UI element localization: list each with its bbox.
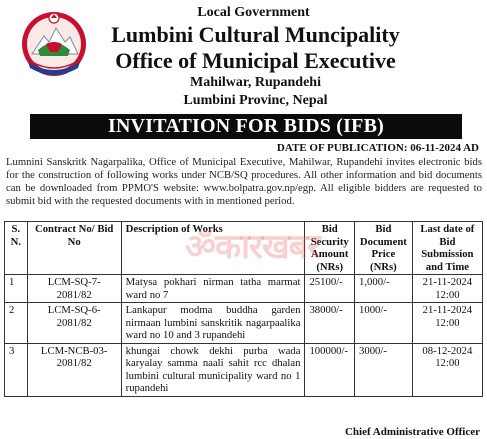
cell-security: 25100/- [305, 275, 355, 303]
cell-date: 08-12-2024 [422, 344, 473, 357]
table-header-row [5, 222, 483, 275]
cell-sn: 1 [5, 275, 28, 303]
cell-description: Lankapur modma buddha garden nirmaan lumbini sanskritik nagarpaalika ward no 10 and 3 rupandehi [121, 303, 305, 344]
cell-security: 38000/- [305, 303, 355, 344]
col-header-security: Bid Security Amount (NRs) [305, 222, 355, 275]
header-province: Lumbini Provinc, Nepal [183, 93, 328, 108]
cell-sn: 3 [5, 343, 28, 396]
header-office-name: Office of Municipal Executive [115, 48, 396, 73]
cell-price: 3000/- [355, 343, 413, 396]
cell-description: Matysa pokhari nirman tatha marmat ward no 7 [121, 275, 305, 303]
cell-date: 21-11-2024 [422, 304, 473, 316]
bids-table [4, 221, 483, 397]
news-watermark: ॐकारखबर [185, 227, 320, 267]
cell-last-date [412, 275, 482, 303]
col-header-contract: Contract No/ Bid No [27, 222, 121, 275]
cell-security: 100000/- [305, 343, 355, 396]
table-row [5, 303, 483, 344]
col-header-price: Bid Document Price (NRs) [355, 222, 413, 275]
signature-title: Chief Administrative Officer [344, 426, 480, 438]
cell-price: 1000/- [355, 303, 413, 344]
publication-date: DATE OF PUBLICATION: 06-11-2024 AD [276, 142, 479, 154]
cell-sn: 2 [5, 303, 28, 344]
intro-paragraph: Lumnini Sanskritk Nagarpalika, Office of Municipal Executive, Mahilwar, Rupandehi invites electronic bids for the construction of following works under NCB/SQ procedures. All other information and bid documents can be downloaded from PPMO'S website: www.bolpatra.gov.np/egp. All eligible bidders are requested to submit bid with the requested documents with in mentioned period. [6, 156, 482, 207]
col-header-sn: S. N. [5, 222, 28, 275]
cell-time: 12:00 [435, 316, 460, 329]
cell-contract: LCM-SQ-6-2081/82 [27, 303, 121, 344]
header-local-government: Local Government [197, 5, 310, 20]
ifb-banner-title: INVITATION FOR BIDS (IFB) [30, 114, 462, 139]
cell-date: 21-11-2024 [422, 276, 473, 288]
header-municipality-name: Lumbini Cultural Muncipality [111, 22, 400, 47]
cell-contract: LCM-SQ-7-2081/82 [27, 275, 121, 303]
cell-last-date [412, 343, 482, 396]
cell-last-date [412, 303, 482, 344]
table-row [5, 275, 483, 303]
cell-contract: LCM-NCB-03-2081/82 [27, 343, 121, 396]
col-header-last-date: Last date of Bid Submission and Time [412, 222, 482, 275]
cell-time: 12:00 [435, 288, 460, 301]
table-row [5, 343, 483, 396]
header-address: Mahilwar, Rupandehi [190, 75, 321, 90]
cell-description: khungai chowk dekhi purba wada karyalay samma naali sahit rcc dhalan lumbini cultural municipality ward no 1 rupandehi [121, 343, 305, 396]
cell-price: 1,000/- [355, 275, 413, 303]
cell-time: 12:00 [435, 357, 460, 369]
col-header-description: Description of Works [121, 222, 305, 275]
